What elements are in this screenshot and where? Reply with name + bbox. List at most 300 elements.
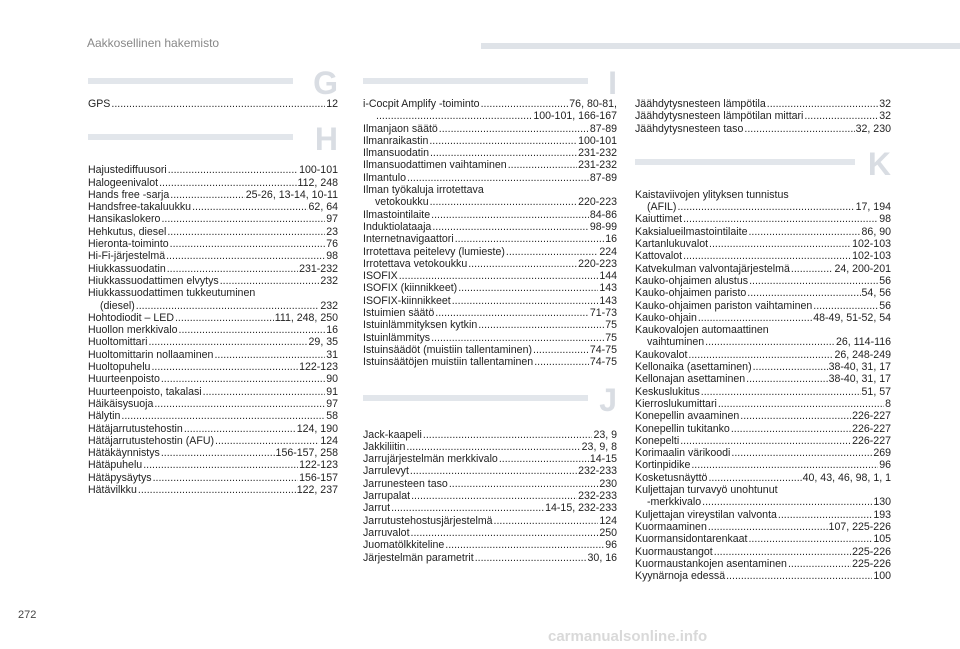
entry-leader-dots — [429, 135, 577, 147]
entry-pages: 74-75 — [589, 343, 617, 356]
entry-leader-dots — [708, 521, 828, 533]
entry-leader-dots — [499, 453, 589, 465]
entry-leader-dots — [701, 386, 861, 398]
entry-leader-dots — [705, 336, 835, 348]
entry-term: Kauko-ohjaimen paristo — [635, 287, 747, 300]
entry-leader-dots — [791, 263, 834, 275]
entry-pages: 124, 190 — [296, 422, 338, 435]
entry-leader-dots — [215, 435, 319, 447]
entries-list — [88, 98, 338, 110]
entry-leader-dots — [691, 459, 878, 471]
entry-pages: 100-101 — [299, 164, 338, 177]
section-header — [88, 121, 338, 158]
entry-term: Kuormaustangot — [635, 545, 713, 558]
entry-term: Kellonaika (asettaminen) — [635, 361, 752, 374]
entry-term: Jarrulevyt — [363, 465, 409, 478]
entry-leader-dots — [161, 373, 325, 385]
index-entry — [363, 356, 617, 368]
index-entry — [635, 423, 891, 435]
entry-pages: 100 — [873, 570, 891, 583]
section-letter: K — [867, 145, 891, 182]
entry-pages: 97 — [326, 397, 338, 410]
entry-pages: 31 — [326, 348, 338, 361]
entry-pages: 62, 64 — [308, 201, 338, 214]
entry-term: Huoltomittari — [88, 336, 148, 349]
entry-term: Ilmansuodattimen vaihtaminen — [363, 159, 507, 172]
entry-pages: 96 — [605, 539, 617, 552]
index-entry — [88, 263, 338, 275]
entry-term: Halogeenivalot — [88, 176, 159, 189]
entry-term: i-Cocpit Amplify -toiminto — [363, 98, 480, 110]
index-entry — [635, 349, 891, 361]
entry-leader-dots — [709, 238, 851, 250]
entry-leader-dots — [154, 398, 325, 410]
index-entry — [363, 270, 617, 282]
entry-term: Hiukkassuodatin — [88, 262, 166, 275]
entry-term: Huoltomittarin nollaaminen — [88, 348, 214, 361]
entry-term: Huoltopuhelu — [88, 361, 151, 374]
entry-pages: 76 — [326, 238, 338, 251]
entry-pages: 269 — [873, 447, 891, 460]
entry-pages: 231-232 — [299, 262, 338, 275]
entry-pages: 56 — [879, 274, 891, 287]
entry-pages: 51, 57 — [861, 385, 891, 398]
entry-leader-dots — [430, 147, 577, 159]
entry-pages: 86, 90 — [861, 225, 891, 238]
entry-pages: 25-26, 13-14, 10-11 — [245, 188, 338, 201]
entry-pages: 231-232 — [578, 159, 617, 172]
entry-pages: 250 — [599, 526, 617, 539]
index-entry — [363, 246, 617, 258]
entry-leader-dots — [455, 233, 605, 245]
entry-pages: 144 — [599, 270, 617, 283]
page-number: 272 — [18, 609, 37, 621]
index-entry — [635, 398, 891, 410]
entry-term: Istuimien säätö — [363, 307, 435, 320]
entry-leader-dots — [534, 356, 589, 368]
entry-pages: 91 — [326, 385, 338, 398]
entry-term: Istuinsäädöt (muistiin tallentaminen) — [363, 343, 532, 356]
entry-pages: 224 — [599, 245, 617, 258]
index-entry — [363, 172, 617, 184]
entry-pages: 38-40, 31, 17 — [828, 373, 891, 386]
entry-leader-dots — [726, 570, 872, 582]
entry-leader-dots — [718, 398, 884, 410]
index-entry — [88, 189, 338, 201]
entries-list — [635, 189, 891, 583]
entry-term: Kaukovalojen automaattinen — [635, 324, 769, 337]
entry-leader-dots — [478, 319, 604, 331]
section-header — [363, 381, 617, 418]
entry-term: Istuinsäätöjen muistiin tallentaminen — [363, 356, 534, 369]
entry-pages: 193 — [873, 508, 891, 521]
index-entry — [88, 336, 338, 348]
entry-term: Jarrupalat — [363, 490, 411, 503]
entry-term: Kuljettajan vireystilan valvonta — [635, 508, 777, 521]
entry-pages: 12 — [326, 98, 338, 110]
entry-term: Kortinpidike — [635, 459, 691, 472]
index-entry — [363, 527, 617, 539]
entry-term: Konepelti — [635, 434, 680, 447]
entry-pages: 124 — [320, 434, 338, 447]
index-entry — [635, 546, 891, 558]
index-entry — [88, 484, 338, 496]
entry-term: (AFIL) — [647, 201, 677, 214]
entry-pages: 111, 248, 250 — [274, 311, 338, 324]
index-entry — [635, 300, 891, 312]
entry-pages: 220-223 — [578, 257, 617, 270]
index-entry — [363, 429, 617, 441]
entry-leader-dots — [376, 110, 532, 122]
index-entry — [635, 324, 891, 336]
entry-leader-dots — [148, 336, 307, 348]
index-entry — [635, 447, 891, 459]
index-entry — [88, 410, 338, 422]
index-entry — [88, 275, 338, 287]
index-entry — [635, 201, 891, 213]
entry-pages: 130 — [873, 496, 891, 509]
index-entry — [363, 184, 617, 196]
index-entry — [363, 478, 617, 490]
entry-term: vaihtuminen — [647, 336, 705, 349]
entry-term: Ilmansuodatin — [363, 147, 429, 160]
index-entry — [363, 295, 617, 307]
entry-term: Ilmanraikastin — [363, 134, 429, 147]
index-entry — [88, 312, 338, 324]
section-bar — [635, 159, 855, 165]
entry-term: Kauko-ohjaimen pariston vaihtaminen — [635, 299, 813, 312]
index-entry — [88, 459, 338, 471]
index-entry — [363, 135, 617, 147]
entry-term: Ilmanjaon säätö — [363, 122, 438, 135]
entry-leader-dots — [121, 410, 325, 422]
entry-pages: 23, 9 — [593, 428, 617, 441]
entry-pages: 98 — [879, 213, 891, 226]
index-entry — [635, 238, 891, 250]
entry-leader-dots — [411, 490, 577, 502]
index-entry — [635, 287, 891, 299]
index-entry — [363, 332, 617, 344]
index-entry — [363, 307, 617, 319]
index-entry — [88, 386, 338, 398]
entry-term: Kierroslukumittari — [635, 397, 717, 410]
entry-leader-dots — [143, 459, 298, 471]
entry-pages: 102-103 — [852, 250, 891, 263]
index-entry — [363, 344, 617, 356]
entry-term: Häikäisysuoja — [88, 397, 154, 410]
entry-pages: 71-73 — [589, 307, 617, 320]
entry-pages: 225-226 — [852, 545, 891, 558]
entry-leader-dots — [714, 546, 851, 558]
index-entry — [363, 282, 617, 294]
entry-term: Istuinlämmityksen kytkin — [363, 319, 478, 332]
index-entry — [635, 250, 891, 262]
entry-leader-dots — [175, 312, 274, 324]
entry-leader-dots — [458, 282, 598, 294]
index-entry — [635, 386, 891, 398]
section-letter: G — [313, 65, 338, 101]
entry-term: Kauko-ohjaimen alustus — [635, 274, 749, 287]
entry-leader-dots — [170, 238, 326, 250]
entry-leader-dots — [475, 552, 587, 564]
index-entry — [635, 263, 891, 275]
index-entry — [88, 373, 338, 385]
entries-list — [635, 98, 891, 135]
entry-leader-dots — [778, 509, 872, 521]
entry-leader-dots — [430, 196, 578, 208]
entry-term: Hätäjarrutustehostin (AFU) — [88, 434, 214, 447]
entry-term: Kauko-ohjain — [635, 311, 697, 324]
entry-leader-dots — [804, 110, 878, 122]
entry-pages: 32 — [879, 98, 891, 110]
entry-pages: 226-227 — [852, 434, 891, 447]
entry-term: Irrotettava peitelevy (lumieste) — [363, 245, 505, 258]
entry-term: Internetnavigaattori — [363, 233, 454, 246]
entries-list — [363, 429, 617, 564]
index-entry — [635, 570, 891, 582]
entry-term: Hohtodiodit – LED — [88, 311, 174, 324]
index-entry — [635, 123, 891, 135]
index-entry — [363, 159, 617, 171]
entry-pages: 24, 200-201 — [834, 262, 891, 275]
entry-pages: 90 — [326, 373, 338, 386]
entry-term: Handsfree-takaluukku — [88, 201, 192, 214]
index-entry — [88, 361, 338, 373]
entry-leader-dots — [748, 533, 872, 545]
entry-leader-dots — [698, 312, 812, 324]
entry-pages: 14-15, 232-233 — [545, 502, 617, 515]
section-letter: J — [599, 381, 617, 418]
entry-leader-dots — [439, 123, 589, 135]
index-entry — [635, 435, 891, 447]
section-header — [88, 65, 338, 101]
index-entry — [635, 410, 891, 422]
entry-leader-dots — [184, 423, 296, 435]
entry-term: Hajustediffuusori — [88, 164, 167, 177]
index-entry — [363, 209, 617, 221]
section-bar — [363, 395, 588, 401]
entry-term: Hands free -sarja — [88, 188, 170, 201]
entry-term: Konepellin tukitanko — [635, 422, 730, 435]
entry-leader-dots — [746, 373, 827, 385]
section-i — [363, 65, 617, 369]
entry-term: vetokoukku — [375, 196, 429, 209]
header-bar — [481, 43, 960, 49]
entry-leader-dots — [432, 221, 589, 233]
entry-leader-dots — [168, 164, 298, 176]
entry-term: Huollon merkkivalo — [88, 324, 178, 337]
entry-pages: 32 — [879, 110, 891, 123]
entry-term: Jäähdytysnesteen lämpötilan mittari — [635, 110, 804, 123]
entry-leader-dots — [431, 332, 604, 344]
index-entry — [635, 226, 891, 238]
section-header — [363, 65, 617, 101]
entry-leader-dots — [203, 386, 326, 398]
index-entry — [88, 201, 338, 213]
index-entry — [88, 238, 338, 250]
entry-term: Kaksialueilmastointilaite — [635, 225, 748, 238]
entry-pages: 26, 114-116 — [836, 336, 891, 349]
entry-pages: 226-227 — [852, 422, 891, 435]
entry-pages: 48-49, 51-52, 54 — [813, 311, 891, 324]
index-entry — [88, 164, 338, 176]
index-entry — [363, 539, 617, 551]
entry-pages: 87-89 — [589, 171, 617, 184]
index-entry — [363, 147, 617, 159]
entry-leader-dots — [506, 246, 598, 258]
entry-term: Hätäpysäytys — [88, 471, 152, 484]
entry-pages: 156-157 — [299, 471, 338, 484]
entry-pages: 16 — [326, 324, 338, 337]
index-entry — [363, 196, 617, 208]
entry-leader-dots — [166, 250, 325, 262]
entry-term: Jäähdytysnesteen taso — [635, 122, 744, 135]
entry-pages: 122-123 — [299, 459, 338, 472]
entries-list — [363, 98, 617, 369]
entry-term: Hälytin — [88, 410, 121, 423]
entry-leader-dots — [481, 98, 569, 110]
section-j — [363, 381, 617, 564]
entry-leader-dots — [449, 478, 599, 490]
entry-term: Huurteenpoisto — [88, 373, 160, 386]
index-entry — [635, 110, 891, 122]
entry-leader-dots — [161, 447, 275, 459]
entry-pages: 97 — [326, 213, 338, 226]
index-entry — [88, 287, 338, 299]
entry-pages: 23, 9, 8 — [581, 440, 617, 453]
entry-term: Hehkutus, diesel — [88, 225, 167, 238]
index-entry — [635, 275, 891, 287]
entry-pages: 87-89 — [589, 122, 617, 135]
entry-leader-dots — [740, 410, 851, 422]
entry-leader-dots — [688, 349, 833, 361]
index-entry — [363, 490, 617, 502]
entry-term: Istuinlämmitys — [363, 331, 431, 344]
entry-pages: 75 — [605, 331, 617, 344]
entry-term: Hätäkäynnistys — [88, 447, 160, 460]
entry-term: Kattovalot — [635, 250, 683, 263]
index-entry — [363, 465, 617, 477]
entry-term: Kuormaaminen — [635, 520, 707, 533]
entry-term: Kartanlukuvalot — [635, 238, 709, 251]
entry-leader-dots — [680, 435, 851, 447]
index-entry — [88, 250, 338, 262]
entry-term: Kaiuttimet — [635, 213, 683, 226]
index-entry — [635, 558, 891, 570]
entry-leader-dots — [423, 429, 593, 441]
entry-term: ISOFIX (kiinnikkeet) — [363, 282, 458, 295]
entry-pages: 122-123 — [299, 361, 338, 374]
entry-pages: 107, 225-226 — [828, 520, 891, 533]
entry-pages: 143 — [599, 282, 617, 295]
index-entry — [635, 361, 891, 373]
entry-leader-dots — [683, 250, 851, 262]
entry-leader-dots — [533, 344, 589, 356]
entry-pages: 122, 237 — [296, 484, 338, 497]
entry-leader-dots — [468, 258, 577, 270]
entry-leader-dots — [167, 226, 325, 238]
index-entry — [635, 98, 891, 110]
entry-term: Kyynärnoja edessä — [635, 570, 726, 583]
entry-leader-dots — [508, 159, 577, 171]
entry-term: Hätäjarrutustehostin — [88, 422, 183, 435]
entry-term: Katvekulman valvontajärjestelmä — [635, 262, 790, 275]
index-entry — [635, 521, 891, 533]
index-entry — [363, 515, 617, 527]
index-entry — [363, 258, 617, 270]
entry-leader-dots — [410, 465, 577, 477]
index-entry — [635, 509, 891, 521]
index-entry — [363, 453, 617, 465]
entry-leader-dots — [435, 307, 589, 319]
entry-term: Kosketusnäyttö — [635, 471, 708, 484]
section-j-continued — [635, 98, 891, 135]
entry-term: Ilman työkaluja irrotettava — [363, 184, 484, 197]
index-entry — [363, 319, 617, 331]
index-entry — [88, 226, 338, 238]
entry-pages: 143 — [599, 294, 617, 307]
entry-term: Kellonajan asettaminen — [635, 373, 746, 386]
entry-pages: 100-101, 166-167 — [533, 110, 617, 123]
entry-term: Ilmantulo — [363, 171, 406, 184]
column-3 — [635, 68, 891, 592]
index-entry — [88, 324, 338, 336]
entry-term: Kaistaviivojen ylityksen tunnistus — [635, 188, 789, 201]
entry-term: Hätävilkku — [88, 484, 137, 497]
entry-term: Hansikaslokero — [88, 213, 161, 226]
entry-term: Irrotettava vetokoukku — [363, 257, 468, 270]
entry-pages: 14-15 — [589, 453, 617, 466]
entry-pages: 156-157, 258 — [275, 447, 338, 460]
index-entry — [635, 472, 891, 484]
section-g — [88, 65, 338, 110]
entry-pages: 105 — [873, 533, 891, 546]
entry-leader-dots — [167, 263, 298, 275]
section-header — [635, 145, 891, 182]
index-entry — [363, 502, 617, 514]
entry-pages: 232-233 — [578, 490, 617, 503]
entry-pages: 112, 248 — [297, 176, 338, 189]
entry-term: Keskuslukitus — [635, 385, 700, 398]
entry-pages: 58 — [326, 410, 338, 423]
entry-leader-dots — [445, 539, 604, 551]
entry-term: Jack-kaapeli — [363, 428, 422, 441]
entry-leader-dots — [494, 515, 599, 527]
entry-term: Järjestelmän parametrit — [363, 551, 474, 564]
index-entry — [635, 533, 891, 545]
index-entry — [88, 447, 338, 459]
index-entry — [635, 496, 891, 508]
entry-term: Hiukkassuodattimen elvytys — [88, 274, 219, 287]
index-entry — [635, 312, 891, 324]
section-letter: I — [608, 65, 617, 101]
entry-term: Hi-Fi-järjestelmä — [88, 250, 166, 263]
index-entry — [88, 349, 338, 361]
entry-leader-dots — [411, 527, 599, 539]
entry-leader-dots — [452, 295, 599, 307]
entry-leader-dots — [731, 447, 872, 459]
entry-pages: 29, 35 — [308, 336, 338, 349]
index-entry — [635, 459, 891, 471]
entry-leader-dots — [220, 275, 320, 287]
entry-term: Huurteenpoisto, takalasi — [88, 385, 202, 398]
entry-leader-dots — [753, 361, 828, 373]
entry-pages: 84-86 — [589, 208, 617, 221]
entry-pages: 8 — [885, 397, 891, 410]
index-entry — [635, 213, 891, 225]
entry-leader-dots — [748, 226, 860, 238]
entry-leader-dots — [767, 98, 878, 110]
